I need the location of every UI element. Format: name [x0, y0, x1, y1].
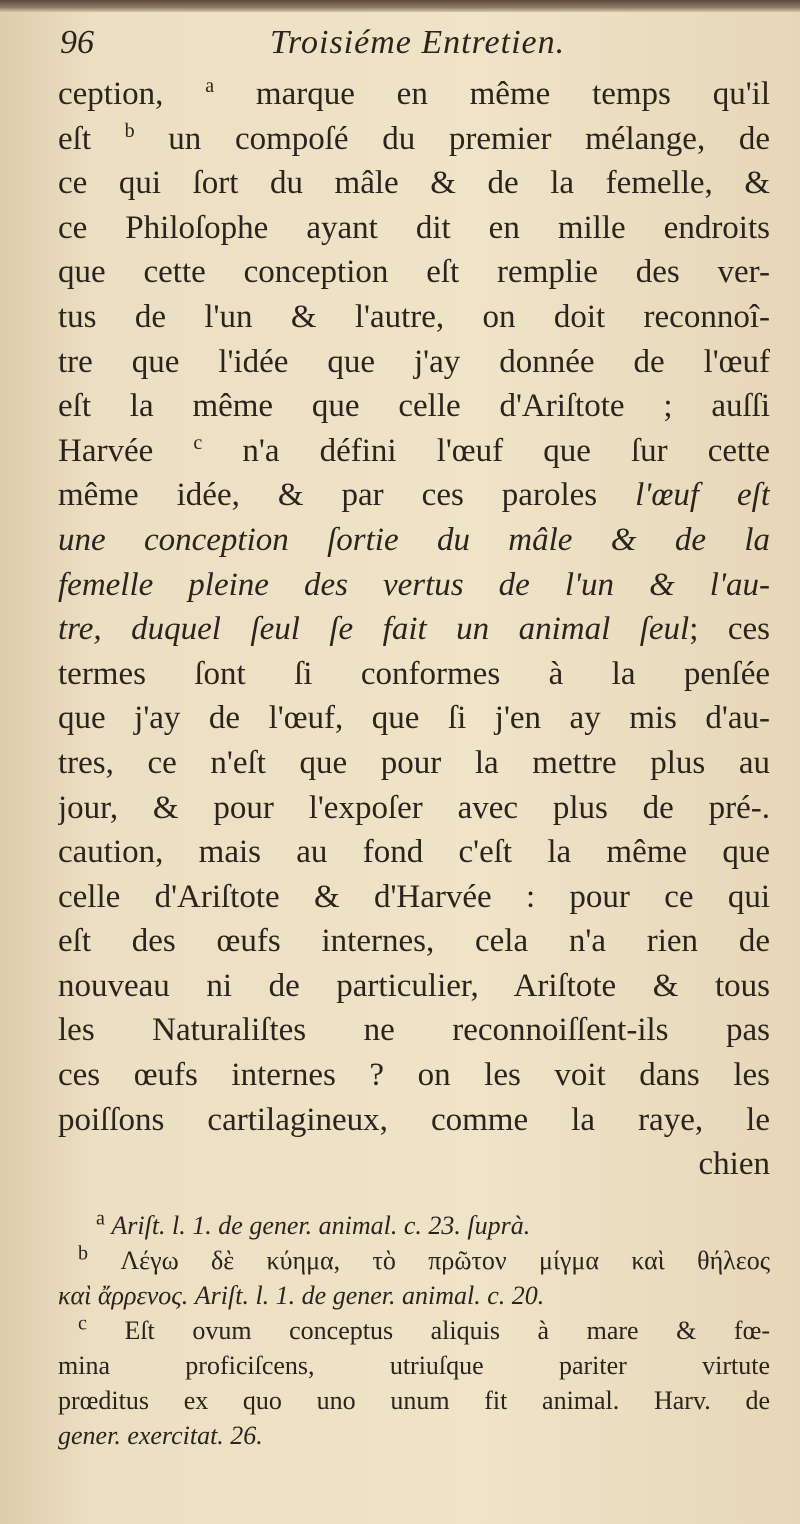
text-line: [58, 652, 770, 697]
text-line: [58, 830, 770, 875]
text-run: tre que l'idée que j'ay donnée de l'œuf: [58, 343, 770, 380]
text-line: [58, 1008, 770, 1053]
text-run: un compoſé du premier mélange, de: [134, 120, 770, 157]
text-line: [58, 875, 770, 920]
text-run: Harvée: [58, 432, 194, 469]
text-run: même idée, & par ces paroles: [58, 477, 636, 514]
footnote-reference: a: [205, 75, 215, 97]
text-run: ce Philoſophe ayant dit en mille endroits: [58, 209, 770, 246]
text-line: [58, 206, 770, 251]
text-run: ception,: [58, 76, 206, 112]
text-line: [58, 295, 770, 340]
page-number: 96: [60, 24, 94, 61]
footnote-text: Ariſt. l. 1. de gener. animal. c. 23. ſuprà.: [111, 1211, 531, 1240]
text-run: les Naturaliſtes ne reconnoiſſent-ils pas: [58, 1012, 770, 1049]
text-run: caution, mais au fond c'eſt la même que: [58, 834, 770, 871]
footnote-b-line: [58, 1243, 770, 1278]
text-line: [58, 429, 770, 474]
running-head: Troisiéme Entretien.: [270, 24, 566, 61]
text-run: ces œufs internes ? on les voit dans les: [58, 1057, 770, 1094]
text-run: marque en même temps qu'il: [214, 76, 770, 112]
text-run: poiſſons cartilagineux, comme la raye, le: [58, 1101, 770, 1138]
text-run: eſt la même que celle d'Ariſtote ; auſſi: [58, 388, 770, 425]
text-run: ; ces: [689, 611, 770, 648]
text-line: [58, 384, 770, 429]
text-line: [58, 161, 770, 206]
text-run: n'a défini l'œuf que ſur cette: [202, 432, 770, 469]
text-run: eſt des œufs internes, cela n'a rien de: [58, 923, 770, 960]
text-line: [58, 1053, 770, 1098]
text-run: tus de l'un & l'autre, on doit reconnoî-: [58, 298, 770, 335]
footnote-c-line: [58, 1383, 770, 1418]
text-line: [58, 72, 770, 117]
footnote-reference: c: [193, 431, 203, 454]
footnote-text: Eſt ovum conceptus aliquis à mare & fœ-: [124, 1316, 770, 1345]
footnote-text: gener. exercitat. 26.: [58, 1421, 263, 1450]
footnote-c-line: [58, 1348, 770, 1383]
text-line: [58, 786, 770, 831]
main-text: [58, 72, 770, 1187]
catchword: chien: [698, 1146, 770, 1183]
text-line: [58, 250, 770, 295]
footnote-marker: b: [78, 1243, 88, 1265]
text-run: termes ſont ſi conformes à la penſée: [58, 655, 770, 692]
text-run: ce qui ſort du mâle & de la femelle, &: [58, 165, 770, 202]
text-line: [58, 117, 770, 162]
italic-quote: une conception ſortie du mâle & de la: [58, 521, 770, 558]
footnote-marker: a: [96, 1208, 105, 1230]
text-run: jour, & pour l'expoſer avec plus de pré-.: [58, 789, 770, 826]
footnote-text: prœditus ex quo uno unum fit animal. Harv. de: [58, 1386, 770, 1415]
footnote-a: [58, 1208, 770, 1243]
text-line: [58, 919, 770, 964]
footnote-text: mina proficiſcens, utriuſque pariter virtute: [58, 1351, 770, 1380]
text-run: nouveau ni de particulier, Ariſtote & tous: [58, 967, 770, 1004]
footnote-reference: b: [124, 119, 135, 142]
text-line: [58, 964, 770, 1009]
text-line: [58, 340, 770, 385]
page-header: [60, 18, 760, 68]
footnote-b-line: [58, 1278, 770, 1313]
footnote-text: καὶ ἄρρενος. Ariſt. l. 1. de gener. animal. c. 20.: [58, 1281, 545, 1310]
page-top-edge: [0, 0, 800, 12]
footnote-c-line: [58, 1313, 770, 1348]
footnotes: [58, 1208, 770, 1453]
text-run: eſt: [58, 120, 125, 157]
footnote-marker: c: [78, 1313, 87, 1335]
text-line: [58, 1098, 770, 1143]
text-line: [58, 607, 770, 652]
italic-quote: l'œuf eſt: [635, 477, 770, 514]
text-line: [58, 518, 770, 563]
text-line: [58, 563, 770, 608]
italic-quote: femelle pleine des vertus de l'un & l'au-: [58, 566, 770, 603]
text-run: que j'ay de l'œuf, que ſi j'en ay mis d'au-: [58, 700, 770, 737]
text-run: que cette conception eſt remplie des ver-: [58, 254, 770, 291]
text-line: [58, 741, 770, 786]
footnote-c-line: [58, 1418, 770, 1453]
text-line: [58, 473, 770, 518]
text-line: [58, 696, 770, 741]
text-run: tres, ce n'eſt que pour la mettre plus au: [58, 744, 770, 781]
text-run: celle d'Ariſtote & d'Harvée : pour ce qui: [58, 878, 770, 915]
footnote-text: Λέγω δὲ κύημα, τὸ πρῶτον μίγμα καὶ θήλεος: [120, 1246, 770, 1275]
italic-quote: tre, duquel ſeul ſe fait un animal ſeul: [58, 611, 690, 648]
